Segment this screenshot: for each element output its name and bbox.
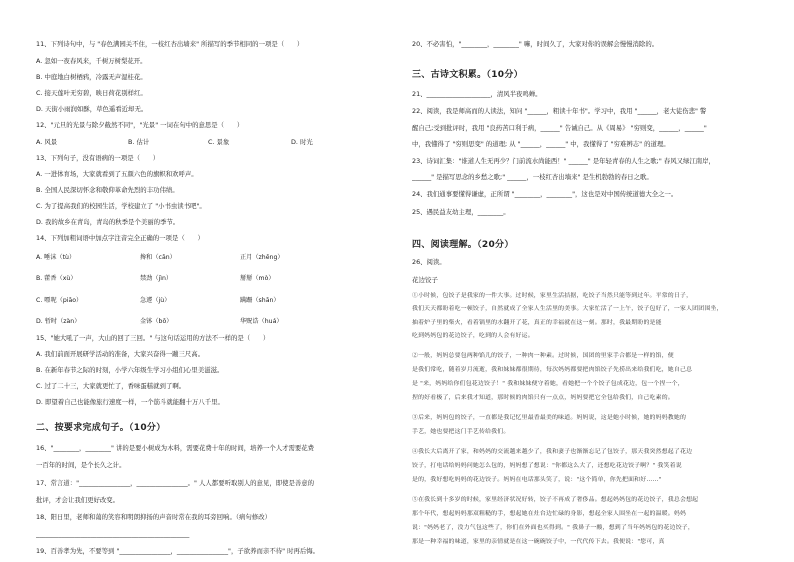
essay-p5-l1: ⑤在我长到十多岁的时候，家里经济状况好转，饺子不再成了奢侈品。想起妈妈包的花边饺子，我总会想起 bbox=[412, 497, 699, 503]
q17-line1: 17、常言道："________________，________________。" 人人都要听取别人的意见，即使是善意的 bbox=[36, 479, 315, 487]
q12-stem: 12、"元旦的光景与除夕截然不同"，"光景" 一词在句中的意思是（ ） bbox=[36, 121, 244, 129]
q14-a-1: A. 唾沫（tù） bbox=[36, 254, 76, 261]
section-3-title: 三、古诗文积累。（10分） bbox=[412, 70, 523, 80]
q14-c-3: 蹒跚（shān） bbox=[240, 297, 280, 304]
q15-option-b: B. 在新年春节之际的时刻，小学六年级生学习小组们心里美滋滋。 bbox=[36, 366, 224, 374]
essay-p1-l4: 吃到妈妈包的花边饺子，吃到的人会有好运。 bbox=[412, 333, 534, 339]
right-column bbox=[412, 0, 768, 562]
essay-p1-l2: 我们天天都盼着吃一顿饺子，自然就成了全家人生活里的美事。大家忙活了一上午，饺子包好了，一家人团团围坐， bbox=[412, 306, 723, 312]
q13-option-b: B. 全国人民深切怀念和敬仰革命先烈的丰功伟绩。 bbox=[36, 186, 179, 194]
q14-b-1: B. 藿香（xù） bbox=[36, 275, 77, 282]
q15-option-a: A. 我们前面开展研学活动的准备，大家兴奋得一蹦三尺高。 bbox=[36, 350, 205, 358]
q12-option-b: B. 估计 bbox=[128, 138, 150, 146]
q16-line1: 16、"________，________" 讲的是要小树成为木料，需要花费十年的时间，培养一个人才需要花费 bbox=[36, 444, 315, 452]
q15-option-c: C. 过了二十三，大家就更忙了，香味蛋糕就到了啊。 bbox=[36, 382, 186, 390]
essay-p2-l1: ②一般，妈妈总要包两种馅儿的饺子，一种肉一种素。过时候，国团的里家手合都是一样的馅，便 bbox=[412, 353, 674, 359]
essay-p1-l1: ①小时候，包饺子是我家的一件大事。过时候，家里生活拮据，吃饺子当然只能等到过年。平常的日子， bbox=[412, 293, 693, 299]
q11-stem: 11、下列诗句中，与 "春色满园关不住，一枝红杏出墙来" 所描写的季节相同的一项是（ ） bbox=[36, 40, 304, 48]
q23-line2: ______" 是描写思念的乡愁之歌;" ______，一枝红杏出墙来" 是生机勃勃的春日之歌。 bbox=[412, 173, 653, 181]
q18-answer-line[interactable]: ________________________________________________ bbox=[36, 530, 190, 538]
q14-c-2: 急遽（jù） bbox=[140, 297, 171, 304]
q14-c-1: C. 嘌呢（piāo） bbox=[36, 297, 83, 304]
q13-option-c: C. 为了提高我们的校园生活，学校建立了 "小书虫读书吧"。 bbox=[36, 202, 206, 210]
q22-line3: 中，我懂得了 "穷则思变" 的道理; 从 "______，______" 中，我懂得了 "穷难辨志" 的道理。 bbox=[412, 140, 670, 148]
q18-stem: 18、阳日里，老师和蔼的笑容和明朗抑扬的声音时常在我的耳旁回响。（病句修改） bbox=[36, 513, 271, 521]
q20-stem: 20、不必害怕，"________，________" 嘛，时间久了，大家对你的误解会慢慢消除的。 bbox=[412, 40, 659, 48]
q15-option-d: D. 即望着自己也能像旅行速度一样，一个筋斗就能翻十万八千里。 bbox=[36, 398, 224, 406]
essay-p4-l1: ④我长大后离开了家，和妈妈的交流越来越少了，我和妻子也渐渐忘记了包饺子，那天我突然想起了花边 bbox=[412, 449, 693, 455]
q14-b-3: 掰掰（mò） bbox=[240, 275, 275, 282]
q13-option-d: D. 我的故乡在青岛，青岛的秋季是个美丽的季节。 bbox=[36, 218, 180, 226]
q14-d-3: 华贶诰（huá） bbox=[240, 318, 283, 325]
left-column bbox=[36, 0, 406, 562]
q15-stem: 15、"她大吼了一声，大山的回了三回。" 与这句话运用的方法不一样的是（ ） bbox=[36, 334, 270, 342]
essay-p2-l4: 捏的好看极了，后来我才知道，那时候的肉馅只有一点点，妈妈要把它全包给我们，自己吃素的。 bbox=[412, 395, 674, 401]
q13-option-a: A. 一进体育场，大家就看到了五颜六色的旗帜和欢呼声。 bbox=[36, 170, 198, 178]
q22-line1: 22、阅读，我是师高而的人读法，知问 "______，粗读十年书"。学习中，我用 "______，老大徒伤悲" 警 bbox=[412, 107, 707, 115]
q14-d-2: 金钵（bō） bbox=[140, 318, 173, 325]
q14-option-b-row bbox=[36, 273, 275, 282]
essay-p4-l3: 是的，我好想吃妈妈的花边饺子。妈妈在电话那头笑了，说："这个简单，你先把面和好……" bbox=[412, 477, 662, 483]
essay-p4-l2: 饺子，打电话给妈妈问她怎么包的，妈妈想了想说："你都这么大了，还想吃花边饺子啊？" 我笑着说 bbox=[412, 463, 682, 469]
q14-d-1: D. 暂时（zàn） bbox=[36, 318, 81, 325]
q11-option-b: B. 中庭地白树栖鸦，冷露无声湿桂花。 bbox=[36, 73, 147, 81]
essay-p2-l2: 是我们常吃，随着岁月流逝，我和妹妹都很期待，每次妈妈都要把肉馅饺子先捞出来给我们吃，她自己总 bbox=[412, 367, 693, 373]
q12-option-a: A. 风景 bbox=[36, 138, 58, 146]
essay-p5-l2: 那个年代，想起妈妈那双粗糙的手，想起她在灶台边忙碌的身影，想起全家人围坐在一起的温暖。妈妈 bbox=[412, 511, 687, 517]
q19-stem: 19、百善孝为先，不要等到 "________________，________________"，子欲养而亲不待" 时再后悔。 bbox=[36, 547, 320, 555]
essay-title: 花边饺子 bbox=[412, 276, 438, 284]
q14-a-3: 正月（zhēng） bbox=[240, 254, 284, 261]
q14-a-2: 搀和（cān） bbox=[140, 254, 176, 261]
q14-b-2: 禁劲（jìn） bbox=[140, 275, 173, 282]
q11-option-c: C. 接天莲叶无穷碧，映日荷花别样红。 bbox=[36, 89, 147, 97]
q23-line1: 23、诗词汇集："谁道人生无再少？门前流水尚能西！" ______" 是年轻青春的人生之歌;" 春风又绿江南岸， bbox=[412, 157, 715, 165]
essay-p5-l4: 那是一种幸福的味道，家里的亲情就是在这一碗碗饺子中，一代代传下去。我便说："您可，真 bbox=[412, 539, 665, 545]
q14-option-d-row bbox=[36, 316, 283, 325]
q21-stem: 21、____________________，清风半夜鸣蝉。 bbox=[412, 90, 542, 98]
q25-stem: 25、遇民益友幼主理，________。 bbox=[412, 208, 510, 216]
q14-option-a-row bbox=[36, 252, 284, 261]
q12-option-d: D. 时光 bbox=[291, 138, 313, 146]
essay-p5-l3: 说："妈妈老了，没力气包这些了，你们在外面也买得到。" 我鼻子一酸，想到了当年妈妈包的花边饺子， bbox=[412, 525, 694, 531]
q11-option-a: A. 忽如一夜春风来，千树万树梨花开。 bbox=[36, 57, 147, 65]
q14-option-c-row bbox=[36, 295, 280, 304]
q22-line2: 醒自己;受到批评时，我用 "良药苦口利于病，______" 告诫自己。从《周易》 "穷则变，______，______" bbox=[412, 124, 707, 132]
q26-stem: 26、阅读。 bbox=[412, 258, 446, 266]
q12-option-c: C. 景象 bbox=[208, 138, 230, 146]
section-4-title: 四、阅读理解。（20分） bbox=[412, 240, 514, 250]
q16-line2: 一百年的时间，是个长久之计。 bbox=[36, 461, 126, 469]
section-2-title: 二、按要求完成句子。（10分） bbox=[36, 423, 166, 433]
q14-stem: 14、下列加粗词语中加点字注音完全正确的一项是（ ） bbox=[36, 234, 204, 242]
q17-line2: 批评，才会让我们更好改变。 bbox=[36, 496, 120, 504]
essay-p3-l1: ③后来，妈妈包的饺子，一直都是我记忆里最香最美的味道。妈妈说，这是她小时候，她的妈妈教她的 bbox=[412, 415, 687, 421]
q24-stem: 24、我们通事要懂得谦虚，正所谓 "________，________"，这也是对中国传统道德大全之一。 bbox=[412, 190, 678, 198]
essay-p2-l3: 是 "来，妈妈给你们包花边饺子！" 我和妹妹便守着她，看她把一个个饺子包成花边，包一个捏一个， bbox=[412, 381, 684, 387]
q13-stem: 13、下列句子，没有语病的一项是（ ） bbox=[36, 154, 160, 162]
essay-p3-l2: 手艺，她也要把这门手艺传给我们。 bbox=[412, 429, 510, 435]
essay-p1-l3: 抽着炉子里的柴火，看着锅里的水翻开了花，真正的幸福就在这一刻。那时，我最期盼的是能 bbox=[412, 320, 662, 326]
q11-option-d: D. 天街小雨润如酥，草色遥看近却无。 bbox=[36, 105, 148, 113]
